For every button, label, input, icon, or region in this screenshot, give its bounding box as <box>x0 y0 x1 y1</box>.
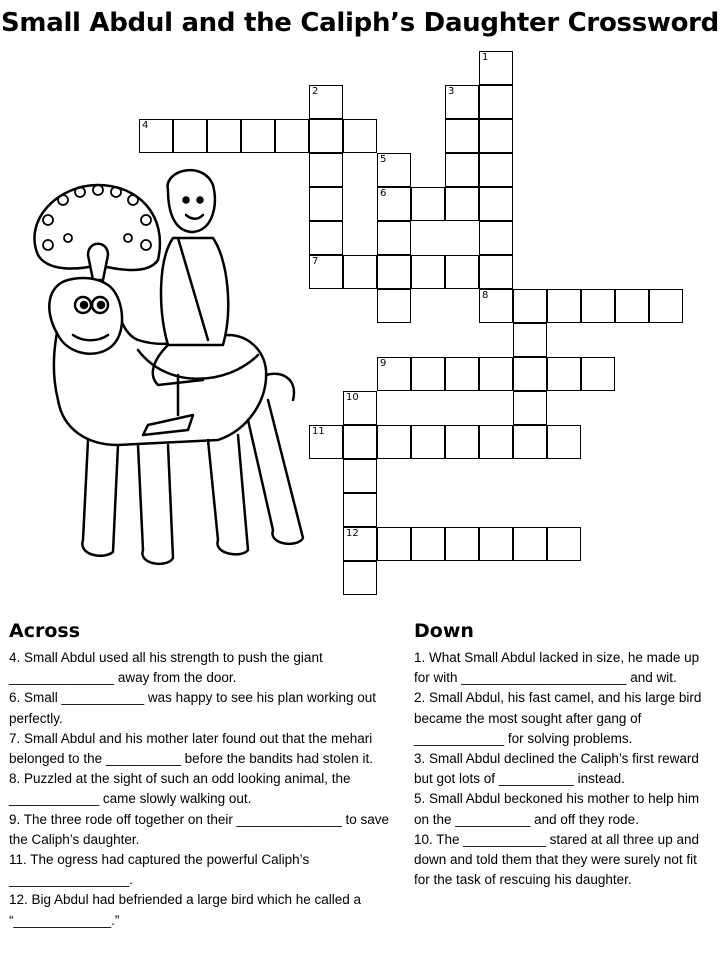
across-clue-7: 7. Small Abdul and his mother later found out that the mehari belonged to the __________ before the bandits had stolen it. <box>9 730 374 767</box>
crossword-cell[interactable] <box>445 153 479 187</box>
crossword-cell[interactable] <box>343 527 377 561</box>
crossword-cell[interactable] <box>479 187 513 221</box>
clue-number: 4 <box>142 120 149 131</box>
crossword-cell[interactable] <box>547 289 581 323</box>
clue-number: 8 <box>482 290 489 301</box>
down-clues-section <box>414 620 714 890</box>
clue-number: 9 <box>380 358 387 369</box>
crossword-cell[interactable] <box>479 527 513 561</box>
across-clue-12: 12. Big Abdul had befriended a large bird which he called a “_____________.” <box>9 892 361 928</box>
page-title: Small Abdul and the Caliph’s Daughter Crossword <box>0 8 719 38</box>
crossword-cell[interactable] <box>241 119 275 153</box>
crossword-cell[interactable] <box>479 425 513 459</box>
crossword-cell[interactable] <box>411 255 445 289</box>
crossword-cell[interactable] <box>343 459 377 493</box>
crossword-cell[interactable] <box>479 357 513 391</box>
crossword-cell[interactable] <box>139 119 173 153</box>
down-clue-10: 10. The ___________ stared at all three up and down and told them that they were surely not fit for the task of rescuing his daughter. <box>414 831 699 888</box>
across-clue-8: 8. Puzzled at the sight of such an odd looking animal, the ____________ came slowly walking out. <box>9 771 351 807</box>
across-heading: Across <box>9 620 81 642</box>
clue-number: 2 <box>312 86 319 97</box>
crossword-cell[interactable] <box>547 357 581 391</box>
clue-number: 5 <box>380 154 387 165</box>
crossword-cell[interactable] <box>445 357 479 391</box>
crossword-cell[interactable] <box>649 289 683 323</box>
crossword-cell[interactable] <box>479 221 513 255</box>
down-clue-2: 2. Small Abdul, his fast camel, and his large bird became the most sought after gang of ____________ for solving problems. <box>414 690 702 746</box>
clue-number: 6 <box>380 188 387 199</box>
crossword-cell[interactable] <box>513 289 547 323</box>
crossword-cell[interactable] <box>513 391 547 425</box>
across-clue-11: 11. The ogress had captured the powerful Caliph’s ________________. <box>9 852 310 888</box>
crossword-cell[interactable] <box>479 289 513 323</box>
across-clue-6: 6. Small ___________ was happy to see his plan working out perfectly. <box>9 690 376 726</box>
crossword-cell[interactable] <box>207 119 241 153</box>
crossword-cell[interactable] <box>513 425 547 459</box>
crossword-cell[interactable] <box>377 187 411 221</box>
crossword-cell[interactable] <box>513 357 547 391</box>
crossword-cell[interactable] <box>343 119 377 153</box>
crossword-cell[interactable] <box>445 187 479 221</box>
crossword-cell[interactable] <box>445 527 479 561</box>
down-heading: Down <box>414 620 474 642</box>
clue-number: 10 <box>346 392 359 403</box>
crossword-cell[interactable] <box>479 119 513 153</box>
crossword-cell[interactable] <box>377 357 411 391</box>
crossword-cell[interactable] <box>479 85 513 119</box>
across-clue-4: 4. Small Abdul used all his strength to push the giant ______________ away from the door. <box>9 650 323 686</box>
crossword-cell[interactable] <box>309 119 343 153</box>
crossword-cell[interactable] <box>377 221 411 255</box>
down-clue-3: 3. Small Abdul declined the Caliph’s first reward but got lots of __________ instead. <box>414 751 699 787</box>
clue-number: 11 <box>312 426 325 437</box>
crossword-cell[interactable] <box>445 255 479 289</box>
crossword-cell[interactable] <box>615 289 649 323</box>
crossword-cell[interactable] <box>581 289 615 323</box>
crossword-cell[interactable] <box>445 119 479 153</box>
crossword-cell[interactable] <box>479 51 513 85</box>
crossword-cell[interactable] <box>377 255 411 289</box>
clue-number: 12 <box>346 528 359 539</box>
crossword-cell[interactable] <box>343 561 377 595</box>
down-clue-5: 5. Small Abdul beckoned his mother to help him on the __________ and off they rode. <box>414 791 700 827</box>
boy-camel-peacock-illustration <box>18 160 318 590</box>
crossword-cell[interactable] <box>343 425 377 459</box>
crossword-cell[interactable] <box>173 119 207 153</box>
crossword-cell[interactable] <box>377 527 411 561</box>
crossword-cell[interactable] <box>343 493 377 527</box>
crossword-cell[interactable] <box>377 289 411 323</box>
crossword-cell[interactable] <box>479 153 513 187</box>
crossword-cell[interactable] <box>547 527 581 561</box>
crossword-cell[interactable] <box>411 187 445 221</box>
across-clue-9: 9. The three rode off together on their ______________ to save the Caliph’s daughter. <box>9 811 390 847</box>
down-clue-1: 1. What Small Abdul lacked in size, he made up for with ______________________ and wit. <box>414 650 700 686</box>
crossword-cell[interactable] <box>513 527 547 561</box>
crossword-cell[interactable] <box>377 425 411 459</box>
crossword-cell[interactable] <box>513 323 547 357</box>
crossword-cell[interactable] <box>445 85 479 119</box>
crossword-cell[interactable] <box>343 391 377 425</box>
crossword-cell[interactable] <box>309 85 343 119</box>
clue-number: 7 <box>312 256 319 267</box>
crossword-cell[interactable] <box>411 357 445 391</box>
crossword-cell[interactable] <box>275 119 309 153</box>
crossword-cell[interactable] <box>411 425 445 459</box>
crossword-cell[interactable] <box>343 255 377 289</box>
crossword-cell[interactable] <box>479 255 513 289</box>
crossword-cell[interactable] <box>581 357 615 391</box>
across-clues-section <box>9 620 399 931</box>
crossword-cell[interactable] <box>445 425 479 459</box>
crossword-cell[interactable] <box>547 425 581 459</box>
clue-number: 3 <box>448 86 455 97</box>
clue-number: 1 <box>482 52 489 63</box>
crossword-cell[interactable] <box>377 153 411 187</box>
crossword-cell[interactable] <box>411 527 445 561</box>
